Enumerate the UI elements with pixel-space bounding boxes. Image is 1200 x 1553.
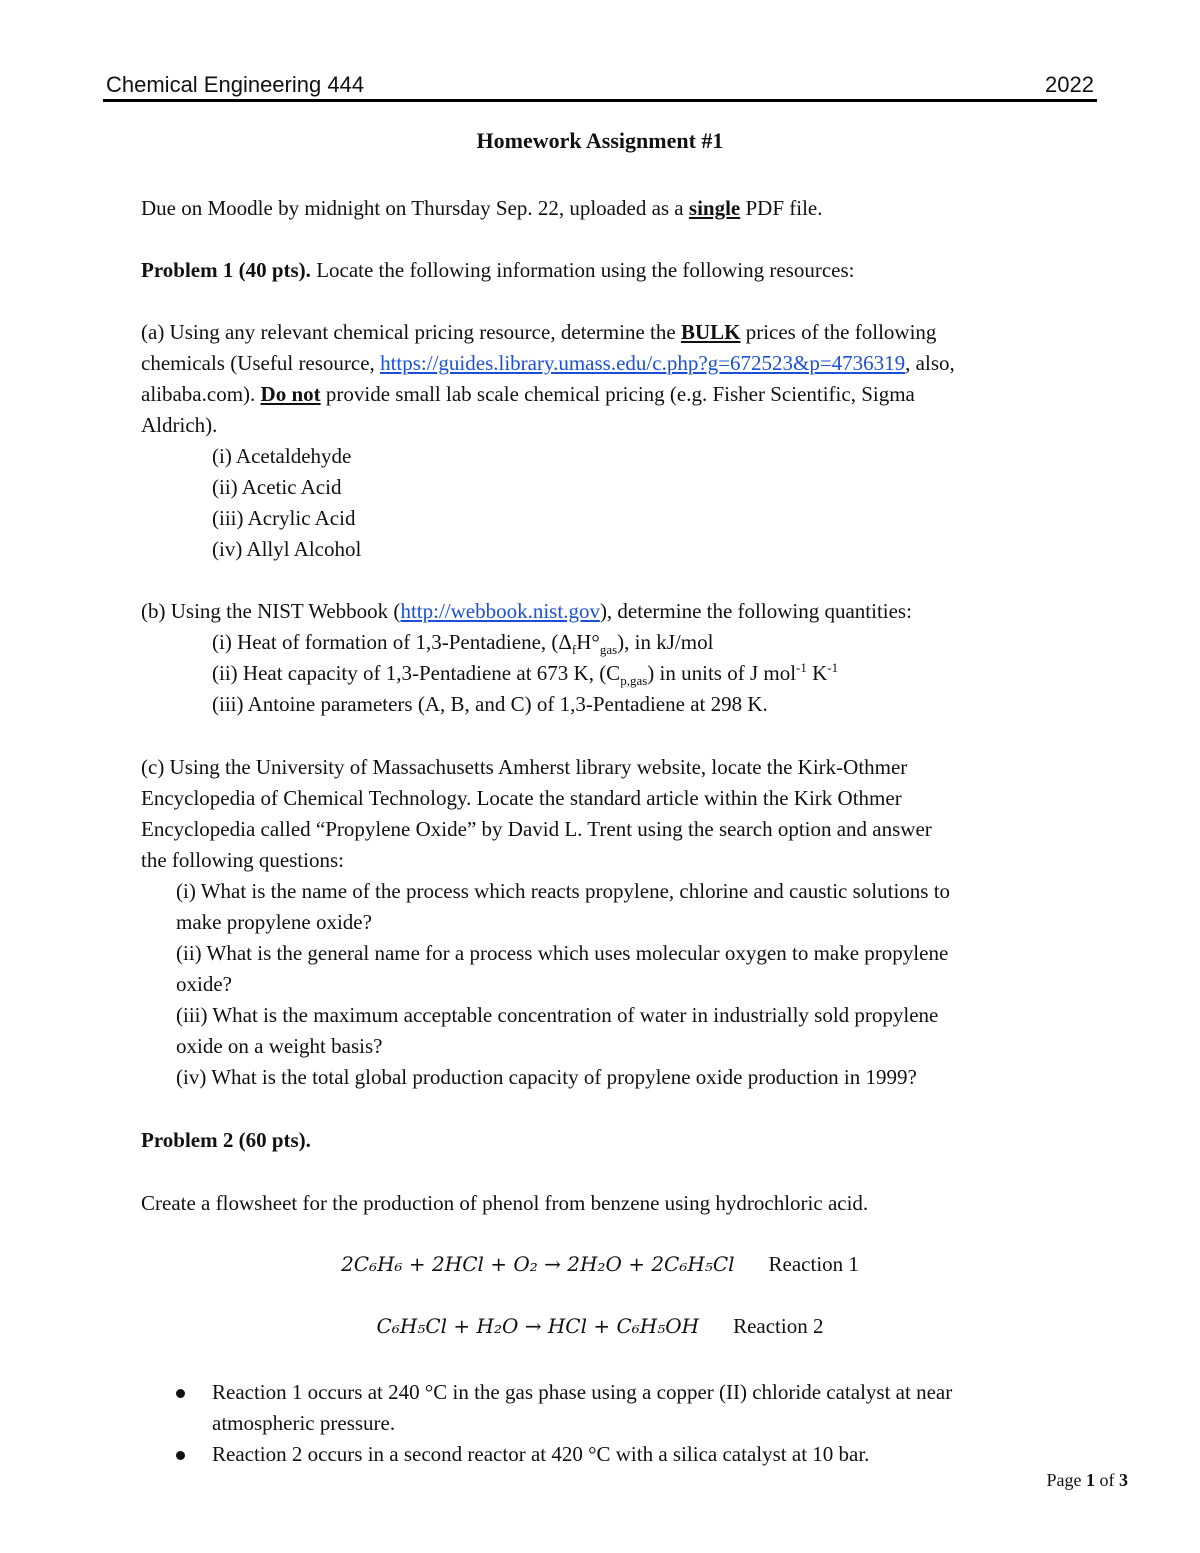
bullet-item-cont: atmospheric pressure. — [212, 1411, 396, 1435]
p1b-item-ii: (ii) Heat capacity of 1,3-Pentadiene at 673 K, $(C_{p,gas})$ in units of J mol$^{-1}$ $K^{-1}$ — [212, 660, 839, 689]
p1c-question: (iv) What is the total global production capacity of propylene oxide production in 1999? — [176, 1065, 917, 1089]
bullet-item: Reaction 2 occurs in a second reactor at 420 °C with a silica catalyst at 10 bar. — [212, 1442, 870, 1466]
header-year: 2022 — [1045, 72, 1094, 97]
list-item: (iv) Allyl Alcohol — [212, 537, 362, 561]
p1c-question: make propylene oxide? — [176, 910, 372, 934]
list-item: (i) Acetaldehyde — [212, 444, 352, 468]
reaction-2-label: Reaction 2 — [733, 1314, 824, 1338]
p1c-line: (c) Using the University of Massachusetts Amherst library website, locate the Kirk-Othmer — [141, 755, 908, 779]
p1a-line3: alibaba.com). Do not provide small lab scale chemical pricing (e.g. Fisher Scientific, Sigma — [141, 382, 915, 406]
p1c-question: oxide on a weight basis? — [176, 1034, 383, 1058]
assignment-title: Homework Assignment #1 — [476, 128, 724, 153]
reaction-1-equation: 2C₆H₆ + 2HCl + O₂ → 2H₂O + 2C₆H₅Cl — [341, 1252, 735, 1276]
course-title: Chemical Engineering 444 — [106, 72, 365, 97]
reaction-2 — [0, 1313, 1200, 1339]
reaction-1-label: Reaction 1 — [768, 1252, 859, 1276]
bullet-icon — [176, 1451, 185, 1460]
reaction-2-equation: C₆H₅Cl + H₂O → HCl + C₆H₅OH — [376, 1314, 700, 1338]
p1a-line1: (a) Using any relevant chemical pricing resource, determine the BULK prices of the following — [141, 320, 937, 344]
page-header — [104, 70, 1096, 100]
list-item: (ii) Acetic Acid — [212, 475, 342, 499]
p1b-intro: (b) Using the NIST Webbook (http://webbook.nist.gov), determine the following quantities: — [141, 599, 912, 623]
p1c-line: Encyclopedia called “Propylene Oxide” by David L. Trent using the search option and answer — [141, 817, 932, 841]
bullet-icon — [176, 1389, 185, 1398]
p1c-question: (ii) What is the general name for a process which uses molecular oxygen to make propylene — [176, 941, 949, 965]
reaction-1 — [0, 1251, 1200, 1277]
problem1-heading: Problem 1 (40 pts). — [141, 258, 311, 282]
p1c-line: Encyclopedia of Chemical Technology. Locate the standard article within the Kirk Othmer — [141, 786, 902, 810]
p1a-line4: Aldrich). — [141, 413, 218, 437]
page-number: Page 1 of 3 — [1046, 1470, 1128, 1490]
due-line: Due on Moodle by midnight on Thursday Sep. 22, uploaded as a single PDF file. — [141, 196, 823, 220]
bullet-item: Reaction 1 occurs at 240 °C in the gas phase using a copper (II) chloride catalyst at near — [212, 1380, 953, 1404]
p1c-question: (i) What is the name of the process which reacts propylene, chlorine and caustic solutions to — [176, 879, 951, 903]
problem2-heading: Problem 2 (60 pts). — [141, 1128, 311, 1152]
problem2-intro: Create a flowsheet for the production of phenol from benzene using hydrochloric acid. — [141, 1191, 869, 1215]
nist-link[interactable]: http://webbook.nist.gov — [400, 599, 600, 623]
p1c-line: the following questions: — [141, 848, 344, 872]
guides-link[interactable]: https://guides.library.umass.edu/c.php?g=672523&p=4736319 — [380, 351, 906, 375]
p1a-line2: chemicals (Useful resource, https://guides.library.umass.edu/c.php?g=672523&p=4736319, also, — [141, 351, 955, 375]
p1b-item-iii: (iii) Antoine parameters (A, B, and C) of 1,3-Pentadiene at 298 K. — [212, 692, 768, 716]
list-item: (iii) Acrylic Acid — [212, 506, 356, 530]
p1b-item-i: (i) Heat of formation of 1,3-Pentadiene, $(\Delta_fH^\circ_{gas})$, in kJ/mol — [212, 630, 714, 658]
p1c-question: (iii) What is the maximum acceptable concentration of water in industrially sold propylene — [176, 1003, 939, 1027]
header-rule — [103, 99, 1097, 102]
problem1-intro: Problem 1 (40 pts). Locate the following information using the following resources: — [141, 258, 855, 282]
p1c-question: oxide? — [176, 972, 232, 996]
